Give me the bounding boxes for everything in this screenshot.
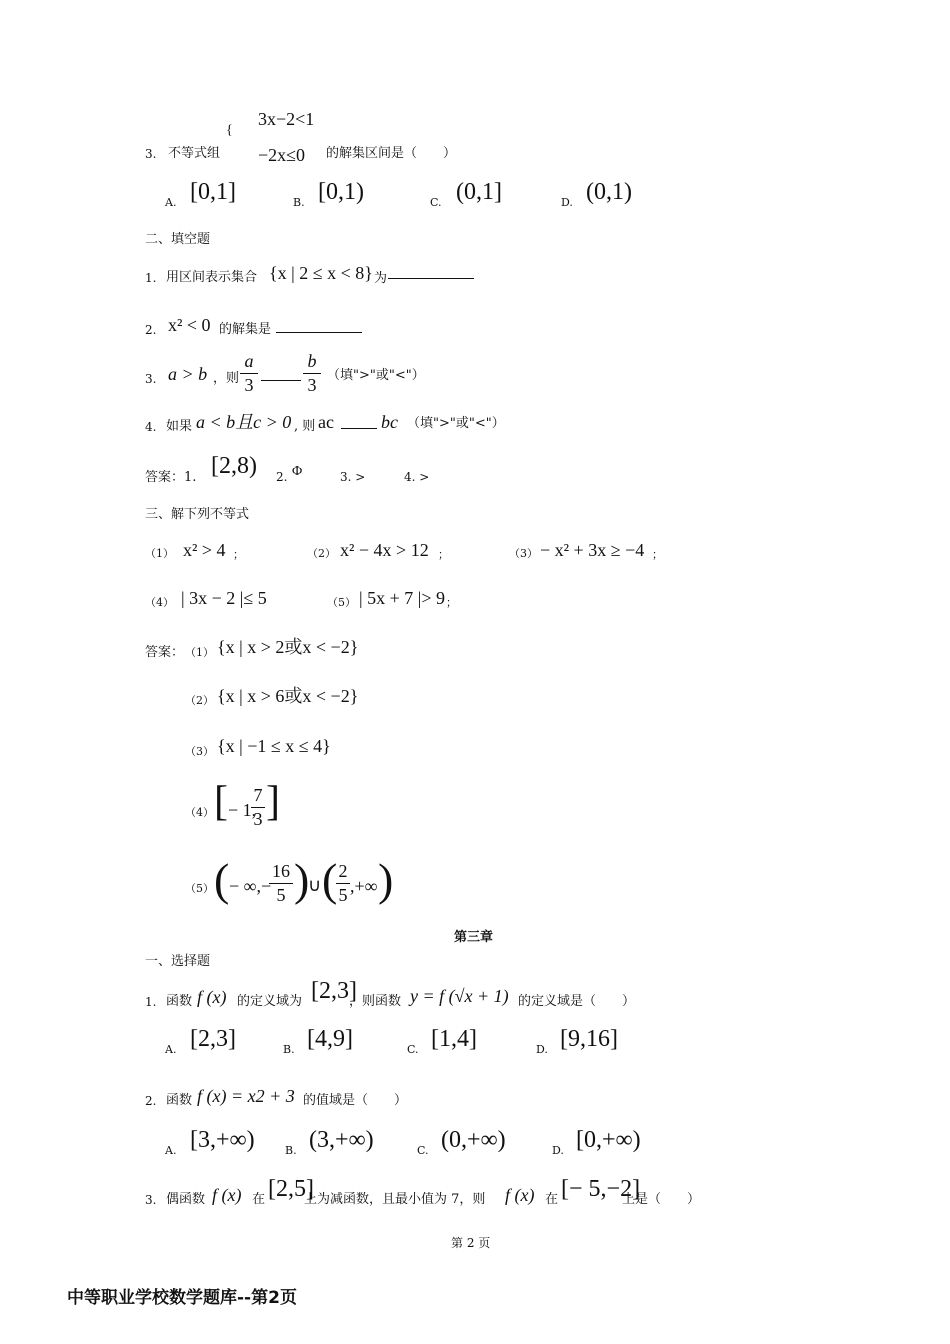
c-q1-function: f (x) [197, 987, 227, 1007]
s2-q1-prefix: 用区间表示集合 [166, 270, 258, 285]
s3-answer-5-part-b: ,+∞ [350, 876, 378, 896]
c-q1-option-a-value: [2,3] [190, 1026, 236, 1052]
c-q2-option-a-value: [3,+∞) [190, 1127, 255, 1153]
s3-answer-3: {x | −1 ≤ x ≤ 4} [217, 736, 331, 756]
s3-p5-sep: ； [446, 596, 457, 609]
c-q2-option-d-value: [0,+∞) [576, 1127, 641, 1153]
s2-q3-fraction-b: b 3 [303, 352, 321, 394]
section-2-title: 二、填空题 [145, 232, 211, 247]
s3-p5-expr: | 5x + 7 |> 9 [359, 588, 446, 608]
s2-q4-prefix: 如果 [166, 419, 193, 434]
s3-answer-1-number: （1） [185, 646, 214, 659]
s2-q3-blank [261, 370, 301, 384]
chapter-section-title: 一、选择题 [145, 954, 211, 969]
s3-p2-sep: ； [438, 548, 449, 561]
s3-answer-4-value: − 1, [228, 800, 257, 820]
q3-option-d-letter: D. [561, 196, 573, 209]
ineq-brace: { [226, 123, 233, 138]
s3-answer-5-union: ∪ [308, 875, 322, 895]
q3-option-c-letter: C. [430, 196, 442, 209]
s2-q4-number: 4. [145, 420, 157, 434]
s3-answer-4-right-bracket: ] [266, 779, 280, 825]
c-q1-option-b-value: [4,9] [307, 1026, 353, 1052]
c-q3-text-3: 上为减函数，且最小值为 7，则 [304, 1192, 486, 1207]
s3-answer-5-part-a: − ∞,− [229, 876, 272, 896]
c-q1-option-c-letter: C. [407, 1043, 419, 1056]
ineq-row-2: −2x≤0 [258, 145, 306, 165]
s3-answer-4-left-bracket: [ [214, 779, 228, 825]
q3-option-b-value: [0,1) [318, 179, 364, 205]
s2-q2-suffix: 的解集是 [219, 322, 272, 337]
c-q3-number: 3. [145, 1193, 157, 1207]
c-q2-option-c-value: (0,+∞) [441, 1127, 506, 1153]
s2-q4-fill-hint: （填">"或"<"） [407, 416, 505, 431]
s3-p2-expr: x² − 4x > 12 [340, 540, 429, 560]
s3-answer-5-paren-1: ( [214, 854, 230, 905]
s2-q4-blank [341, 418, 377, 432]
s3-answer-1: {x | x > 2或x < −2} [217, 637, 359, 657]
s2-q1-blank [388, 266, 474, 282]
q3-option-a-letter: A. [165, 196, 177, 209]
s3-answers-label: 答案： [145, 645, 185, 660]
c-q1-number: 1. [145, 995, 157, 1009]
q3-question-tail: 的解集区间是（ ） [326, 146, 457, 161]
s2-q1-suffix: 为 [374, 271, 388, 286]
s2-q4-rhs: bc [381, 412, 398, 432]
s3-answer-3-number: （3） [185, 745, 214, 758]
c-q3-text-4: 在 [545, 1192, 559, 1207]
s3-answer-4-number: （4） [185, 806, 214, 819]
s3-p4-number: （4） [145, 596, 174, 609]
c-q3-function-2: f (x) [505, 1185, 535, 1205]
q3-option-c-value: (0,1] [456, 179, 502, 205]
section-3-title: 三、解下列不等式 [145, 507, 250, 522]
c-q1-text-4: 的定义域是（ ） [518, 994, 636, 1009]
s2-q3-then: ，则 [213, 371, 240, 386]
s2-q1-set: {x | 2 ≤ x < 8} [269, 263, 373, 283]
s3-answer-5-fraction-1: 16 5 [269, 862, 293, 904]
c-q2-option-a-letter: A. [165, 1144, 177, 1157]
c-q3-text-2: 在 [252, 1192, 266, 1207]
s2-answer-label: 答案：1. [145, 470, 197, 485]
c-q3-text-5: 上是（ ） [622, 1192, 701, 1207]
page-number: 第 2 页 [451, 1236, 491, 1250]
chapter-title: 第三章 [454, 930, 494, 945]
s3-answer-5-paren-3: ( [322, 854, 338, 905]
s3-p1-number: （1） [145, 547, 174, 560]
c-q1-option-d-value: [9,16] [560, 1026, 618, 1052]
s3-p1-expr: x² > 4 [183, 540, 226, 560]
s2-q2-blank [276, 320, 362, 336]
s3-answer-5-paren-2: ) [294, 854, 310, 905]
s3-answer-5-fraction-2: 2 5 [336, 862, 350, 904]
s3-p4-expr: | 3x − 2 |≤ 5 [181, 588, 267, 608]
c-q1-domain: [2,3] [311, 978, 357, 1004]
s2-answer-2-number: 2. [276, 470, 288, 484]
c-q1-option-a-letter: A. [165, 1043, 177, 1056]
c-q2-function: f (x) = x2 + 3 [197, 1086, 295, 1106]
s2-q2-number: 2. [145, 323, 157, 337]
s2-q4-lhs: ac [318, 412, 334, 432]
s2-q3-fill-hint: （填">"或"<"） [327, 368, 425, 383]
s3-p2-number: （2） [307, 547, 336, 560]
ineq-row-1: 3x−2<1 [258, 109, 315, 129]
q3-number: 3. [145, 147, 157, 161]
s2-q3-fraction-a: a 3 [240, 352, 258, 394]
s3-p5-number: （5） [327, 596, 356, 609]
s2-q1-number: 1. [145, 271, 157, 285]
s2-answer-1: [2,8) [211, 453, 257, 479]
s3-p3-number: （3） [509, 547, 538, 560]
c-q1-text-2: 的定义域为 [237, 994, 303, 1009]
s2-answer-3: 3. > [340, 470, 366, 484]
s3-p3-expr: − x² + 3x ≥ −4 [540, 540, 645, 560]
s3-p3-sep: ； [652, 548, 663, 561]
s2-q3-condition: a > b [168, 364, 208, 384]
page-footer: 中等职业学校数学题库--第2页 [67, 1288, 297, 1308]
s2-answer-4: 4. > [404, 470, 430, 484]
c-q2-option-d-letter: D. [552, 1144, 564, 1157]
s3-p1-sep: ； [233, 548, 244, 561]
c-q1-option-b-letter: B. [283, 1043, 295, 1056]
c-q3-text-1: 偶函数 [166, 1192, 206, 1207]
c-q2-text-2: 的值域是（ ） [303, 1093, 408, 1108]
s3-answer-5-paren-4: ) [378, 854, 394, 905]
q3-label: 不等式组 [168, 146, 221, 161]
s2-answer-2: Φ [292, 464, 303, 479]
q3-option-a-value: [0,1] [190, 179, 236, 205]
c-q1-text-1: 函数 [166, 994, 193, 1009]
s2-q2-expr: x² < 0 [168, 315, 211, 335]
c-q3-interval-2: [− 5,−2] [561, 1176, 641, 1202]
c-q2-text-1: 函数 [166, 1093, 193, 1108]
s3-answer-2-number: （2） [185, 694, 214, 707]
s3-answer-2: {x | x > 6或x < −2} [217, 686, 359, 706]
c-q2-number: 2. [145, 1094, 157, 1108]
q3-option-d-value: (0,1) [586, 179, 632, 205]
c-q3-interval-1: [2,5] [268, 1176, 314, 1202]
c-q3-function: f (x) [212, 1185, 242, 1205]
s3-answer-5-number: （5） [185, 882, 214, 895]
s2-q4-then: , 则 [294, 419, 316, 434]
c-q1-option-d-letter: D. [536, 1043, 548, 1056]
c-q1-option-c-value: [1,4] [431, 1026, 477, 1052]
s3-answer-4-fraction: 7 3 [251, 786, 265, 828]
s2-q3-number: 3. [145, 372, 157, 386]
c-q2-option-c-letter: C. [417, 1144, 429, 1157]
c-q2-option-b-letter: B. [285, 1144, 297, 1157]
c-q1-composite: y = f (√x + 1) [410, 986, 509, 1006]
s2-q4-condition: a < b且c > 0 [196, 412, 292, 432]
c-q1-text-3: ，则函数 [349, 994, 402, 1009]
q3-option-b-letter: B. [293, 196, 305, 209]
c-q2-option-b-value: (3,+∞) [309, 1127, 374, 1153]
